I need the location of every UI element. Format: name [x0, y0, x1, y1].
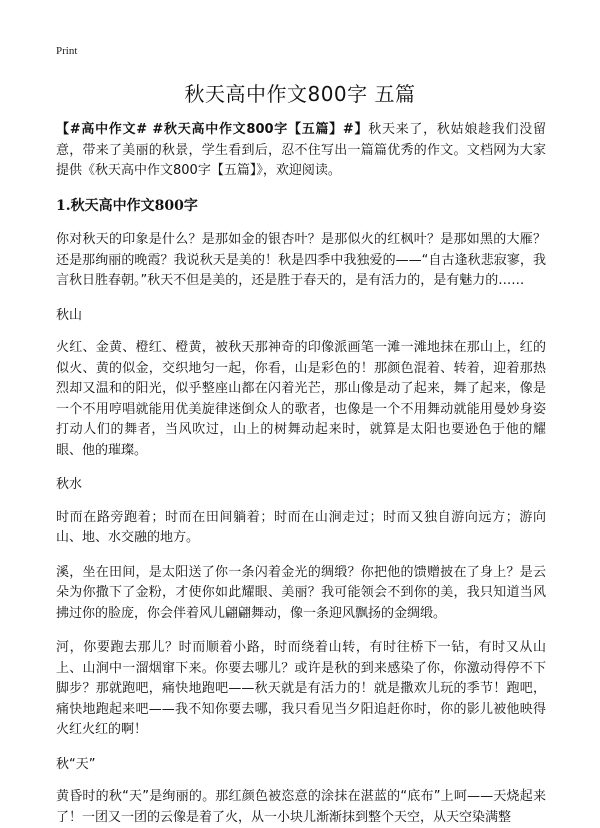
paragraph-5: 河，你要跑去那儿？时而顺着小路，时而绕着山转，有时往桥下一钻，有时又从山上、山涧中一溜烟窜下来。你要去哪儿？或许是秋的到来感染了你，你激动得停不下脚步？那就跑吧，痛快地跑吧——秋天就是有活力的！就是撒欢儿玩的季节！跑吧，痛快地跑起来吧——我不知你要去哪，我只看见当夕阳追赶你时，你的影儿被他映得火红火红的啊！ — [56, 640, 546, 737]
intro-text: 秋天来了，秋姑娘趁我们没留意，带来了美丽的秋景，学生看到后，忍不住写出一篇篇优秀的作文。文档网为大家提供《秋天高中作文800字【五篇】》，欢迎阅读。 — [56, 122, 546, 178]
print-label: Print — [56, 45, 78, 57]
intro-paragraph — [56, 120, 546, 182]
paragraph-1: 你对秋天的印象是什么？是那如金的银杏叶？是那似火的红枫叶？是那如黑的大雁？还是那绚丽的晚霞？我说秋天是美的！秋是四季中我独爱的——“自古逢秋悲寂寥，我言秋日胜春朝。”秋天不但是美的，还是胜于春天的，是有活力的，是有魅力的…… — [56, 232, 546, 288]
paragraph-4: 溪，坐在田间，是太阳送了你一条闪着金光的绸缎？你把他的馈赠披在了身上？是云朵为你撒下了金粉，才使你如此耀眼、美丽？我可能领会不到你的美，我只知道当风拂过你的脸庞，你会伴着风儿翩翩舞动，像一条迎风飘扬的金绸缎。 — [56, 564, 546, 621]
document-title: 秋天高中作文800字 五篇 — [184, 82, 416, 106]
document-body — [56, 120, 546, 828]
paragraph-2: 火红、金黄、橙红、橙黄，被秋天那神奇的印像派画笔一滩一滩地抹在那山上，红的似火、黄的似金，交织地匀一起，你看，山是彩色的！那颜色混着、转着，迎着那热烈却又温和的阳光，似乎整座山都在闪着光芒，那山像是动了起来，舞了起来，像是一个不用哼唱就能用优美旋律迷倒众人的歌者，也像是一个不用舞动就能用曼妙身姿打动人们的舞者，当风吹过，山上的树舞动起来时，就算是太阳也要逊色于他的耀眼、他的璀璨。 — [56, 340, 546, 458]
subheading-autumn-sky: 秋“天” — [56, 756, 96, 772]
paragraph-6: 黄昏时的秋“天”是绚丽的。那红颜色被恣意的涂抹在湛蓝的“底布”上呵——天烧起来了！一团又一团的云像是着了火，从一小块儿渐渐抹到整个天空，从天空染满整 — [56, 789, 546, 825]
subheading-autumn-mountain: 秋山 — [56, 307, 83, 323]
section-heading: 1.秋天高中作文800字 — [56, 197, 198, 214]
subheading-autumn-water: 秋水 — [56, 477, 83, 492]
intro-tags: 【#高中作文# #秋天高中作文800字【五篇】#】 — [56, 122, 369, 137]
paragraph-3: 时而在路旁跑着；时而在田间躺着；时而在山涧走过；时而又独自游向远方；游向山、地、水交融的地方。 — [56, 509, 546, 545]
